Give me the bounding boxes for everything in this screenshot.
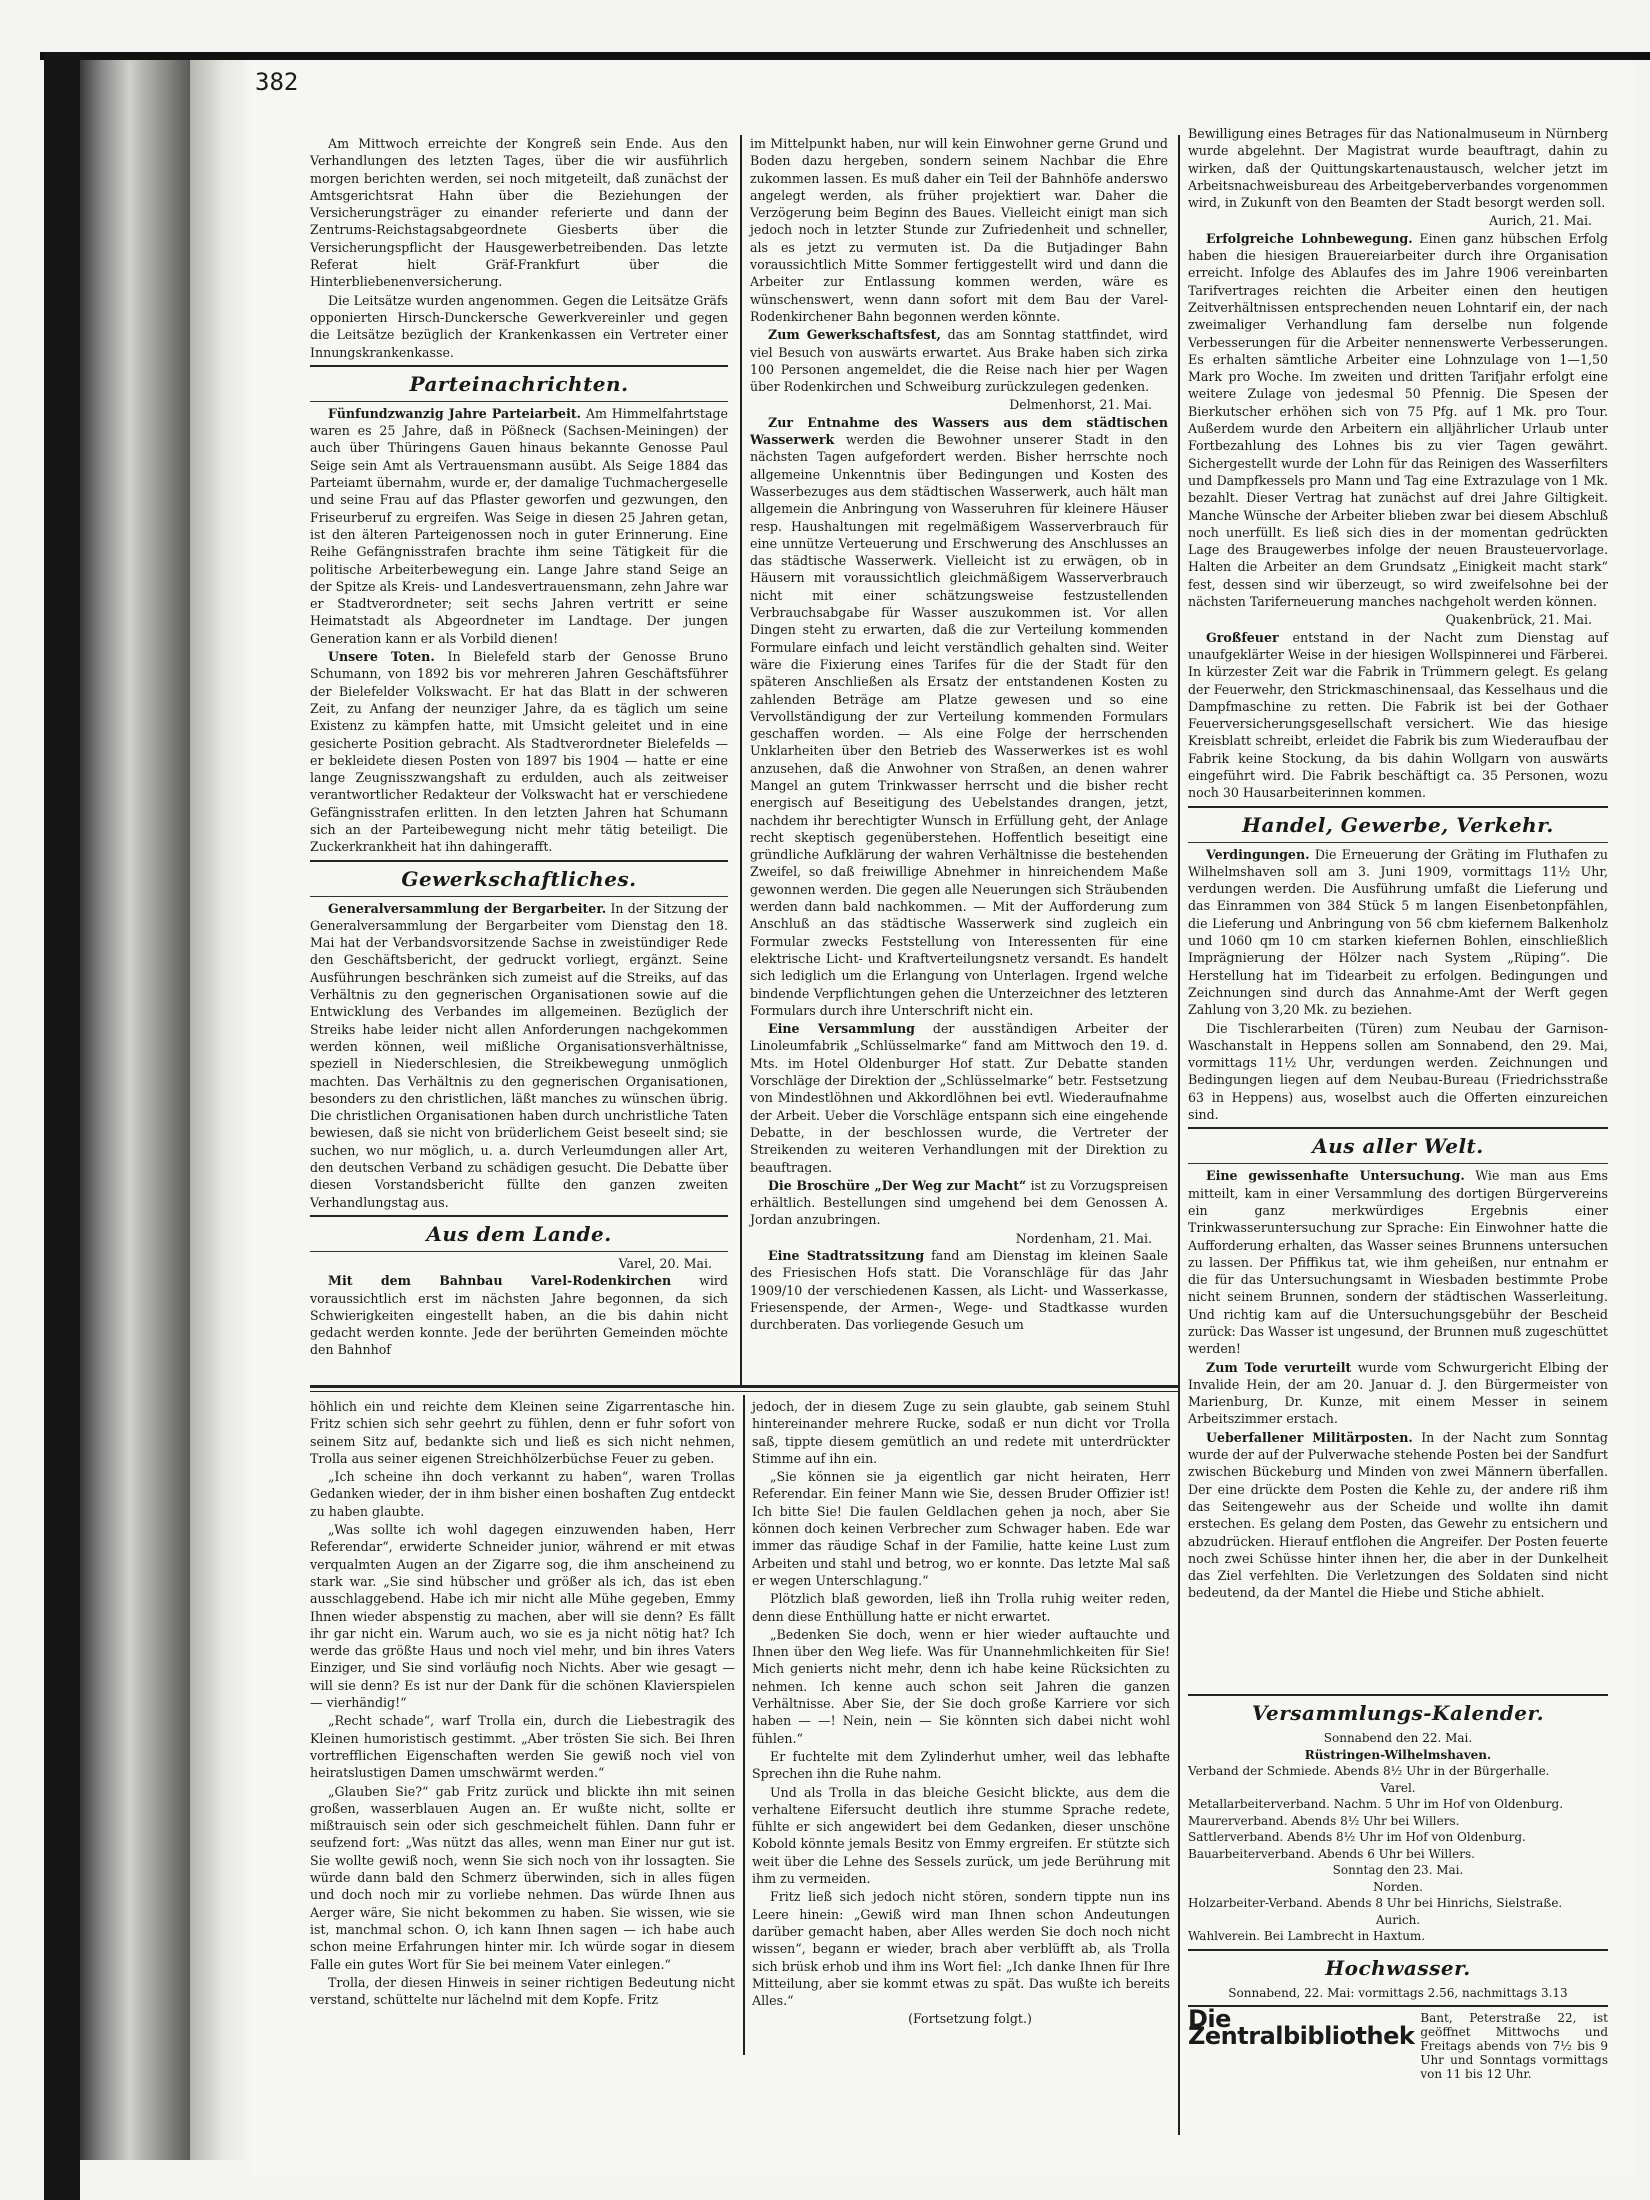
article-text: In Bielefeld starb der Genosse Bruno Schumann, von 1892 bis vor mehreren Jahren Geschäftsführer der Bielefelder Volkswacht. Er hat das Blatt in der schweren Zeit, zu Anfang der neunziger Jahre, da es täglich um seine Existenz zu kämpfen hatte, mit Umsicht geleitet und in eine gesicherte Position gebracht. Als Stadtverordneter Bielefelds — er bekleidete diesen Posten von 1897 bis 1904 — hatte er eine lange Zeugnisszwangshaft zu erdulden, auch als zeitweiser verantwortlicher Redakteur der Volkswacht hat er verschiedene Gefängnisstrafen erlitten. In den letzten Jahren hat Schumann sich an der Parteibewegung nicht mehr tätig beteiligt. Die Zuckerkrankheit hat ihn dahingerafft.	[310, 649, 728, 855]
article-headline: Verdingungen.	[1206, 846, 1310, 862]
hochwasser-title: Hochwasser.	[1325, 1955, 1471, 1980]
serial-paragraph: Plötzlich blaß geworden, ließ ihn Trolla ruhig weiter reden, denn diese Enthüllung hatte er nicht erwartet.	[752, 1591, 1170, 1624]
calendar-entry: Metallarbeiterverband. Nachm. 5 Uhr im Hof von Oldenburg.	[1188, 1797, 1564, 1811]
serial-column-1	[310, 1398, 735, 2058]
article-headline: Erfolgreiche Lohnbewegung.	[1206, 230, 1413, 246]
section-rule	[1188, 2005, 1608, 2007]
article-text: Am Mittwoch erreichte der Kongreß sein Ende. Aus den Verhandlungen des letzten Tages, über die wir ausführlich morgen berichten werden, sei noch mitgeteilt, daß zunächst der Amtsgerichtsrat Hahn über die Beziehungen der Versicherungsträger zu einander referierte und dann der Zentrums-Reichstagsabgeordnete Giesberts über die Versicherungspflicht der Hausgewerbetreibenden. Das letzte Referat hielt Gräf-Frankfurt über die Hinterbliebenenversicherung.	[310, 136, 728, 290]
serial-paragraph: „Glauben Sie?“ gab Fritz zurück und blickte ihn mit seinen großen, wasserblauen Augen an. Er wußte nicht, sollte er mißtrauisch sein oder sich geschmeichelt fühlen. Dann fuhr er seufzend fort: „Was nützt das alles, wenn man Einer nur gut ist. Sie wollte gewiß noch, wenn Sie sich noch von ihr lossagten. Sie würde dann bald den Schmerz überwinden, sich in alles fügen und doch noch mir zu vorliebe nehmen. Das würde Ihnen aus Aerger wäre, Sie nicht bekommen zu haben. Sie wissen, wie sie ist, manchmal schon. O, ich kann Ihnen sagen — ich habe auch schon meine Erfahrungen hinter mir. Ich würde sogar in diesem Falle ein gutes Wort für Sie bei meinem Vater einlegen.“	[310, 1783, 735, 1972]
section-rule	[1188, 1694, 1608, 1696]
section-heading: Handel, Gewerbe, Verkehr.	[1242, 812, 1554, 837]
dateline: Quakenbrück, 21. Mai.	[1445, 612, 1592, 628]
article-headline: Unsere Toten.	[328, 649, 435, 665]
page-number: 382	[255, 68, 299, 96]
calendar-entry: Sattlerverband. Abends 8½ Uhr im Hof von Oldenburg.	[1188, 1830, 1526, 1844]
hochwasser-times: Sonnabend, 22. Mai: vormittags 2.56, nachmittags 3.13	[1228, 1985, 1568, 2000]
continuation-note: (Fortsetzung folgt.)	[908, 2011, 1032, 2027]
section-rule	[310, 860, 728, 862]
calendar-entry: Maurerverband. Abends 8½ Uhr bei Willers.	[1188, 1813, 1460, 1828]
article-text: Am Himmelfahrtstage waren es 25 Jahre, daß in Pößneck (Sachsen-Meiningen) der auch über Thüringens Gauen hinaus bekannte Genosse Paul Seige sein Amt als Vertrauensmann ausübt. Als Seige 1884 das Parteiamt übernahm, wurde er, der damalige Tuchmachergeselle und seine Frau auf das Pflaster geworfen und gezwungen, den Friseurberuf zu ergreifen. Was Seige in diesen 25 Jahren getan, ist den älteren Parteigenossen noch in guter Erinnerung. Eine Reihe Gefängnisstrafen brachte ihm seine Tätigkeit für die politische Arbeiterbewegung ein. Lange Jahre stand Seige an der Spitze als Kreis- und Landesvertrauensmann, zehn Jahre war er Stadtverordneter; seit sechs Jahren vertritt er seine Heimatstadt als Abgeordneter im Landtage. Der jungen Generation kann er als Vorbild dienen!	[310, 405, 728, 646]
section-heading: Parteinachrichten.	[409, 371, 629, 396]
calendar-location: Norden.	[1373, 1879, 1423, 1894]
column-3	[1188, 125, 1608, 1685]
article-headline: Ueberfallener Militärposten.	[1206, 1429, 1413, 1445]
calendar-entry: Wahlverein. Bei Lambrecht in Haxtum.	[1188, 1929, 1426, 1943]
section-rule	[1188, 1949, 1608, 1951]
dateline: Aurich, 21. Mai.	[1489, 213, 1592, 229]
calendar-title: Versammlungs-Kalender.	[1251, 1701, 1545, 1725]
article-text: In der Sitzung der Generalversammlung der Bergarbeiter vom Dienstag den 18. Mai hat der Verbandsvorsitzende Sachse in zweistündiger Rede den Geschäftsbericht, der gedruckt vorliegt, ergänzt. Seine Ausführungen beschränken sich zumeist auf die Streiks, auf das Verhältnis zu den gegnerischen Organisationen sowie auf die Entwicklung des Verbandes im allgemeinen. Bezüglich der Streiks habe leider nicht allen Anforderungen nachgekommen werden können, weil mißliche Organisationsverhältnisse, speziell in Niederschlesien, die Streikbewegung unmöglich machten. Das Verhältnis zu den gegnerischen Organisationen, besonders zu den christlichen, läßt manches zu wünschen übrig. Die christlichen Organisationen haben durch unchristliche Taten bewiesen, daß sie nicht von brüderlichem Geist beseelt sind; sie suchen, wo nur möglich, u. a. durch Verleumdungen aller Art, den deutschen Verband zu schädigen gesucht. Die Debatte über diesen Vorstandsbericht füllte den ganzen zweiten Verhandlungstag aus.	[310, 900, 728, 1210]
column-rule-serial	[743, 1395, 745, 2055]
article-text: In der Nacht zum Sonntag wurde der auf der Pulverwache stehende Posten bei der Sandfurt zwischen Bückeburg und Minden von zwei Männern überfallen. Der eine drückte dem Posten die Kehle zu, der andere riß ihm das Seitengewehr aus der Scheide und wollte ihn damit erstechen. Es gelang dem Posten, das Gewehr zu entsichern und abzudrücken. Hierauf entflohen die Angreifer. Der Posten feuerte noch zwei Schüsse hinter ihnen her, die aber in der Dunkelheit das Ziel verfehlten. Die Verletzungen des Soldaten sind nicht bedeutend, da der Mantel die Hiebe und Stiche abhielt.	[1188, 1429, 1608, 1601]
article-headline: Generalversammlung der Bergarbeiter.	[328, 900, 607, 916]
calendar-date: Sonntag den 23. Mai.	[1332, 1863, 1464, 1877]
section-rule	[310, 1251, 728, 1252]
serial-column-2	[752, 1398, 1170, 2058]
serial-paragraph: „Recht schade“, warf Trolla ein, durch die Liebestragik des Kleinen humoristisch gestimmt. „Aber trösten Sie sich. Bei Ihren vortrefflichen Eigenschaften werden Sie gewiß noch viel von heiratslustigen Damen umschwärmt werden.“	[310, 1713, 735, 1781]
article-headline: Zur Entnahme des Wassers aus dem städtischen Wasserwerk	[750, 414, 1168, 448]
article-headline: Eine Stadtratssitzung	[768, 1248, 925, 1263]
book-spine	[80, 60, 190, 2160]
article-headline: Fünfundzwanzig Jahre Parteiarbeit.	[328, 405, 582, 421]
calendar-entry: Verband der Schmiede. Abends 8½ Uhr in der Bürgerhalle.	[1188, 1764, 1550, 1778]
section-rule	[310, 401, 728, 402]
article-text: wurde vom Schwurgericht Elbing der Invalide Hein, der am 20. Januar d. J. den Bürgermeister von Marienburg, Dr. Kunze, mit einem Messer in seinem Arbeitszimmer erstach.	[1188, 1359, 1608, 1427]
column-rule-1	[740, 135, 742, 1385]
section-rule	[310, 1215, 728, 1217]
article-text: ist zu Vorzugspreisen erhältlich. Bestellungen sind umgehend bei dem Genossen A. Jordan anzubringen.	[750, 1177, 1168, 1228]
section-heading: Aus aller Welt.	[1312, 1134, 1484, 1159]
article-headline: Die Broschüre „Der Weg zur Macht“	[768, 1177, 1027, 1193]
article-text: Bewilligung eines Betrages für das Nationalmuseum in Nürnberg wurde abgelehnt. Der Magistrat wurde beauftragt, dahin zu wirken, daß der Quittungskartenaustausch, welcher jetzt im Arbeitsnachweisbureau des Arbeitgeberverbandes vorgenommen wird, in Zukunft von den Beamten der Stadt besorgt werden soll.	[1188, 126, 1608, 211]
serial-divider	[310, 1385, 1178, 1388]
serial-paragraph: Er fuchtelte mit dem Zylinderhut umher, weil das lebhafte Sprechen ihn die Ruhe nahm.	[752, 1748, 1170, 1782]
article-text: wird voraussichtlich erst im nächsten Jahre begonnen, da sich Schwierigkeiten eingestellt haben, an die bis dahin nicht gedacht werden konnte. Jede der berührten Gemeinden möchte den Bahnhof	[310, 1273, 728, 1358]
column-1	[310, 135, 728, 1380]
article-text: Die Leitsätze wurden angenommen. Gegen die Leitsätze Gräfs opponierten Hirsch-Dunckersche Gewerkvereinler und gegen die Leitsätze bezüglich der Krankenkassen ein Vertreter einer Innungskrankenkasse.	[310, 292, 728, 360]
article-headline: Mit dem Bahnbau Varel-Rodenkirchen	[328, 1273, 672, 1289]
serial-paragraph: Und als Trolla in das bleiche Gesicht blickte, aus dem die verhaltene Eifersucht deutlich ihre stumme Sprache redete, fühlte er sich angewidert bei dem Gedanken, dieser unschöne Kobold könnte jemals Besitz von Emmy ergreifen. Er stützte sich weit über die Lehne des Sessels zurück, um jede Berührung mit ihm zu vermeiden.	[752, 1784, 1170, 1887]
article-text: entstand in der Nacht zum Dienstag auf unaufgeklärter Weise in der hiesigen Wollspinnerei und Färberei. In kürzester Zeit war die Fabrik in Trümmern gelegt. Es gelang der Feuerwehr, den Strickmaschinensaal, das Kesselhaus und die Dampfmaschine zu retten. Die Fabrik ist bei der Gothaer Feuerversicherungsgesellschaft versichert. Wie das hiesige Kreisblatt schreibt, erleidet die Fabrik bis zum Wiederaufbau der Fabrik keine Stockung, da bis dahin Wollgarn von auswärts eingeführt wird. Die Fabrik beschäftigt ca. 35 Personen, wozu noch 30 Hausarbeiterinnen kommen.	[1188, 629, 1608, 801]
article-text: der ausständigen Arbeiter der Linoleumfabrik „Schlüsselmarke“ fand am Mittwoch den 19. d. Mts. im Hotel Oldenburger Hof statt. Zur Debatte standen Vorschläge der Direktion der „Schlüsselmarke“ betr. Festsetzung von Mindestlöhnen und Akkordlöhnen bei evtl. Wiederaufnahme der Arbeit. Ueber die Vorschläge entspann sich eine eingehende Debatte, in der beschlossen wurde, die Vertreter der Streikenden zu weiteren Verhandlungen mit der Direktion zu beauftragen.	[750, 1021, 1168, 1175]
article-headline: Eine Versammlung	[768, 1021, 915, 1037]
article-headline: Zum Tode verurteilt	[1206, 1359, 1352, 1375]
calendar-location: Varel.	[1380, 1780, 1416, 1795]
serial-paragraph: höhlich ein und reichte dem Kleinen seine Zigarrentasche hin. Fritz schien sich sehr geehrt zu fühlen, denn er fuhr sofort von seinem Sitz auf, bedankte sich und ließ es sich nicht nehmen, Trolla aus seiner eigenen Streichhölzerbüchse Feuer zu geben.	[310, 1399, 735, 1466]
article-text: Wie man aus Ems mitteilt, kam in einer Versammlung des dortigen Bürgervereins ein ganz merkwürdiges Ergebnis einer Trinkwasseruntersuchung zur Sprache: Ein Einwohner hatte die Aufforderung erhalten, das Wasser seines Brunnens untersuchen zu lassen. Der Pfiffikus tat, wie ihm geheißen, nur entnahm er die für das Untersuchungsamt in Wiesbaden bestimmte Probe nicht seinem Brunnen, sondern der städtischen Wasserleitung. Und richtig kam auf die Untersuchungsgebühr der Bescheid zurück: Das Wasser ist ungesund, der Brunnen muß zugeschüttet werden!	[1188, 1168, 1608, 1357]
section-rule	[1188, 1127, 1608, 1129]
dateline: Nordenham, 21. Mai.	[1015, 1230, 1152, 1246]
serial-paragraph: „Ich scheine ihn doch verkannt zu haben“, waren Trollas Gedanken wieder, der in ihm bisher einen boshaften Zug entdeckt zu haben glaubte.	[310, 1469, 735, 1519]
article-text: werden die Bewohner unserer Stadt in den nächsten Tagen aufgefordert werden. Bisher herrschte noch allgemeine Unkenntnis über Bedingungen und Kosten des Wasserbezuges aus dem städtischen Wasserwerk, auch hält man allgemein die Anbringung von Wasseruhren für kleinere Häuser resp. Haushaltungen mit regelmäßigem Wasserverbrauch für eine unnütze Verteuerung und Erschwerung des Anschlusses an das städtische Wasserwerk. Vielleicht ist zu erwägen, ob in Häusern mit voraussichtlich gleichmäßigem Wasserverbrauch nicht mit einer schätzungsweise festzustellenden Verbrauchsabgabe für Wasser auszukommen ist. Vor allen Dingen steht zu erwarten, daß die zur Verteilung kommenden Formulare einfach und leicht verständlich gehalten sind. Weiter wäre die Fixierung eines Tarifes für die der Stadt für den späteren Anschließen als Ersatz der entstandenen Kosten zu zahlenden Beträge am Platze gewesen und so eine Vervollständigung der zur Verteilung kommenden Formulars geschaffen worden. — Als eine Folge der herrschenden Unklarheiten über den Betrieb des Wasserwerkes ist es wohl anzusehen, daß die Anwohner von Straßen, an denen wahrer Mangel an gutem Trinkwasser herrscht und die bisher recht energisch auf Beseitigung des Uebelstandes drangen, jetzt, nachdem ihr berechtigter Wunsch in Erfüllung geht, der Anlage recht skeptisch gegenüberstehen. Hoffentlich beseitigt eine gründliche Aufklärung der wahren Verhältnisse die bestehenden Zweifel, so daß freiwillige Abnehmer in hinreichendem Maße gewonnen werden. Die gegen alle Neuerungen sich Sträubenden werden dann bald nachkommen. — Mit der Aufforderung zum Anschluß an das städtische Wasserwerk sind zugleich ein Formular zwecks Feststellung von Interessenten für eine elektrische Licht- und Kraftverteilungsnetz versandt. Es handelt sich lediglich um die Erlangung von Unterlagen. Irgend welche bindende Verpflichtungen gehen die Unterzeichner des letzteren Formulars durch ihre Unterschrift nicht ein.	[750, 432, 1168, 1018]
column-2	[750, 135, 1168, 1380]
dateline: Varel, 20. Mai.	[618, 1255, 712, 1271]
serial-divider-2	[310, 1391, 1178, 1392]
calendar-location: Aurich.	[1375, 1912, 1421, 1927]
article-text: Die Tischlerarbeiten (Türen) zum Neubau der Garnison-Waschanstalt in Heppens sollen am Sonnabend, den 29. Mai, vormittags 11½ Uhr, verdungen werden. Zeichnungen und Bedingungen liegen auf dem Neubau-Bureau (Friedrichsstraße 63 in Heppens) aus, woselbst auch die Offerten einzureichen sind.	[1188, 1020, 1608, 1123]
section-rule	[1188, 806, 1608, 808]
section-rule	[1188, 1163, 1608, 1164]
column-rule-2	[1178, 135, 1180, 2135]
section-heading: Gewerkschaftliches.	[401, 866, 637, 891]
serial-paragraph: Trolla, der diesen Hinweis in seiner richtigen Bedeutung nicht verstand, schüttelte nur lächelnd mit dem Kopfe. Fritz	[310, 1974, 735, 2008]
article-headline: Zum Gewerkschaftsfest,	[768, 327, 941, 343]
serial-paragraph: jedoch, der in diesem Zuge zu sein glaubte, gab seinem Stuhl hintereinander mehrere Rucke, sodaß er nun dicht vor Trolla saß, tippte diesem gemütlich an und redete mit unterdrückter Stimme auf ihn ein.	[752, 1399, 1170, 1466]
article-headline: Großfeuer	[1206, 629, 1279, 645]
section-rule	[310, 896, 728, 897]
calendar-entry: Holzarbeiter-Verband. Abends 8 Uhr bei Hinrichs, Sielstraße.	[1188, 1896, 1563, 1910]
calendar-location: Rüstringen-Wilhelmshaven.	[1304, 1747, 1492, 1762]
serial-paragraph: „Bedenken Sie doch, wenn er hier wieder auftauchte und Ihnen über den Weg liefe. Was für Unannehmlichkeiten für Sie! Mich genierts nicht mehr, denn ich habe keine Rücksichten zu nehmen. Ich kenne auch schon seit Jahren die ganzen Verhältnisse. Aber Sie, der Sie doch große Karriere vor sich haben — —! Nein, nein — Sie könnten sich dabei nicht wohl fühlen.“	[752, 1626, 1170, 1746]
library-ad-title: Die Zentralbibliothek	[1188, 2005, 1415, 2050]
serial-paragraph: Fritz ließ sich jedoch nicht stören, sondern tippte nun ins Leere hinein: „Gewiß wird man Ihnen schon Andeutungen darüber gemacht haben, aber Alles werden Sie doch noch nicht wissen“, begann er wieder, brach aber verblüfft ab, als Trolla sich brüsk erhob und ihm ins Wort fiel: „Ich danke Ihnen für Ihre Mitteilung, aber sie kommt etwas zu spät. Das wußte ich bereits Alles.“	[752, 1889, 1170, 2009]
article-text: das am Sonntag stattfindet, wird viel Besuch von auswärts erwartet. Aus Brake haben sich zirka 100 Personen angemeldet, die die Reise nach hier per Wagen über Rodenkirchen und Schweiburg zurückzulegen gedenken.	[750, 327, 1168, 395]
article-text: Die Erneuerung der Gräting im Fluthafen zu Wilhelmshaven soll am 3. Juni 1909, vormittags 11½ Uhr, verdungen werden. Die Ausführung umfaßt die Lieferung und das Einrammen von 384 Stück 5 m langen Eisenbetonpfählen, die Lieferung und Anbringung von 56 cbm kiefernem Balkenholz und 1060 qm 10 cm starken kiefernen Bohlen, einschließlich Imprägnierung der Hölzer nach System „Rüping“. Die Herstellung hat im Tidearbeit zu erfolgen. Bedingungen und Zeichnungen sind durch das Annahme-Amt der Werft gegen Zahlung von 3,20 Mk. zu beziehen.	[1188, 846, 1608, 1018]
article-text: Einen ganz hübschen Erfolg haben die hiesigen Brauereiarbeiter durch ihre Organisation erreicht. Infolge des Ablaufes des im Jahre 1906 vereinbarten Tarifvertrages reichten die Arbeiter einen den heutigen Zeitverhältnissen entsprechenden neuen Lohntarif ein, der nach zweimaliger Verhandlung fam derselbe nun folgende Verbesserungen für die Arbeiter nennenswerte Verbesserungen. Es erhalten sämtliche Arbeiter eine Lohnzulage von 1—1,50 Mark pro Woche. Im zweiten und dritten Tarifjahr erfolgt eine weitere Zulage von jedesmal 50 Pfennig. Die Spesen der Bierkutscher erhöhen sich von 75 Pfg. auf 1 Mk. pro Tour. Außerdem wurde den Arbeitern ein alljährlicher Urlaub unter Fortbezahlung des Lohnes bis zu vier Tagen gewährt. Sichergestellt wurde der Lohn für das Reinigen des Wasserfilters und Dampfkessels pro Mann und Tag eine Extrazulage von 1 Mk. bezahlt. Dieser Vertrag hat zunächst auf drei Jahre Giltigkeit. Manche Wünsche der Arbeiter blieben zwar bei diesem Abschluß noch unerfüllt. Es ließ sich dies in der momentan gedrückten Lage des Braugewerbes infolge der neuen Brausteuervorlage. Halten die Arbeiter an dem Grundsatz „Einigkeit macht stark“ fest, dessen sind wir überzeugt, so wird zweifelsohne bei der nächsten Tariferneuerung manches nachgeholt werden können.	[1188, 230, 1608, 610]
section-rule	[310, 365, 728, 367]
serial-paragraph: „Sie können sie ja eigentlich gar nicht heiraten, Herr Referendar. Ein feiner Mann wie Sie, dessen Bruder Offizier ist! Ich bitte Sie! Die faulen Geldlachen gehen ja noch, aber Sie können doch keinen Verbrecher zum Schwager haben. Ede war immer das räudige Schaf in der Familie, hatte keine Lust zum Arbeiten und stahl und betrog, wo er konnte. Das letzte Mal saß er wegen Unterschlagung.“	[752, 1469, 1170, 1588]
calendar-entry: Bauarbeiterverband. Abends 6 Uhr bei Willers.	[1188, 1846, 1475, 1861]
article-text: fand am Dienstag im kleinen Saale des Friesischen Hofs statt. Die Voranschläge für das Jahr 1909/10 der verschiedenen Kassen, als Licht- und Wasserkasse, Friesenspende, der Armen-, Wege- und Stadtkasse wurden durchberaten. Das vorliegende Gesuch um	[750, 1248, 1168, 1333]
article-headline: Eine gewissenhafte Untersuchung.	[1206, 1168, 1465, 1184]
book-frame-left	[44, 52, 80, 2200]
dateline: Delmenhorst, 21. Mai.	[1009, 397, 1152, 413]
section-rule	[1188, 842, 1608, 843]
page-gutter	[190, 60, 246, 2160]
article-text: im Mittelpunkt haben, nur will kein Einwohner gerne Grund und Boden dazu hergeben, sondern seinem Nachbar die Ehre zukommen lassen. Es muß daher ein Teil der Bahnhöfe anderswo angelegt werden, als früher projektiert war. Daher die Verzögerung beim Beginn des Baues. Vielleicht einigt man sich jedoch noch in letzter Stunde zur Zufriedenheit und schneller, als es jetzt zu vermuten ist. Da die Butjadinger Bahn voraussichtlich Mitte Sommer fertiggestellt wird und dann die Arbeiter zur Entlassung kommen werden, wäre es wünschenswert, wenn dann sofort mit dem Bau der Varel-Rodenkirchener Bahn begonnen werden könnte.	[750, 136, 1168, 324]
book-frame-top	[40, 52, 1650, 60]
notices-column	[1188, 1690, 1608, 2081]
calendar-date: Sonnabend den 22. Mai.	[1323, 1731, 1473, 1745]
serial-paragraph: „Was sollte ich wohl dagegen einzuwenden haben, Herr Referendar“, erwiderte Schneider junior, während er mit etwas verqualmten Augen an der Zigarre sog, die ihm anscheinend zu stark war. „Sie sind hübscher und größer als ich, das ist eben ausschlaggebend. Habe ich mir nicht alle Mühe gegeben, Emmy Ihnen wieder abspenstig zu machen, aber will sie denn? Es fällt ihr gar nicht ein. Warum auch, wo sie es ja nicht nötig hat? Ich werde das größte Haus und noch viel mehr, und bin ihres Vaters Einziger, und Sie sind vorläufig noch Nichts. Aber wie gesagt — will sie denn? Es ist nur der Dank für die schönen Klavierspielen — vierhändig!“	[310, 1522, 735, 1711]
library-ad-text: Bant, Peterstraße 22, ist geöffnet Mittwochs und Freitags abends von 7½ bis 9 Uhr und Sonntags vormittags von 11 bis 12 Uhr.	[1420, 2011, 1608, 2081]
section-heading: Aus dem Lande.	[426, 1221, 612, 1246]
